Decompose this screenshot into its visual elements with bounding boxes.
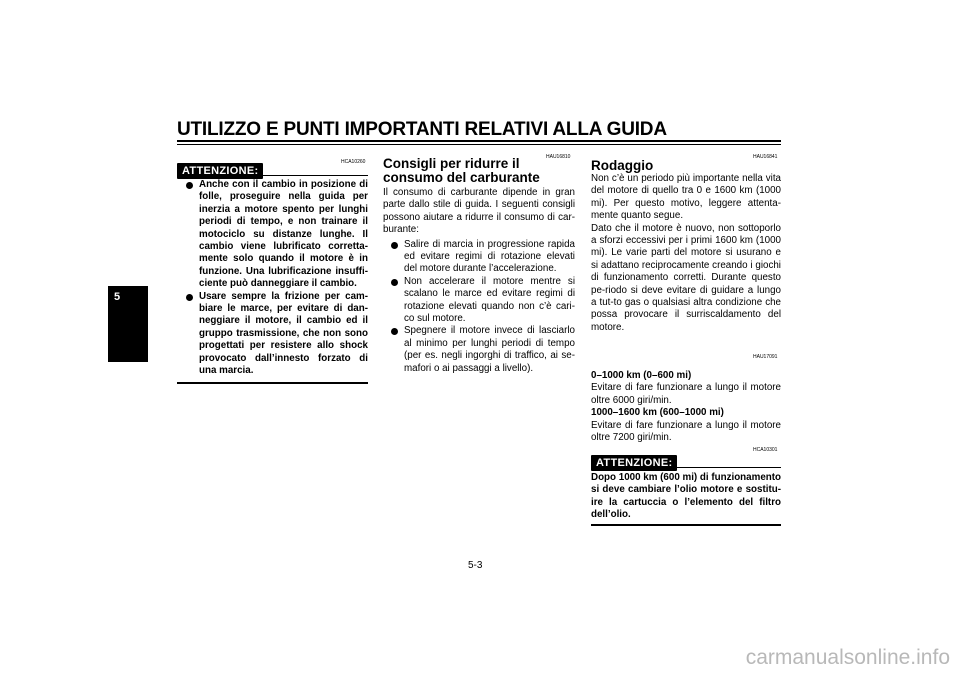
warning-list-1 bbox=[186, 179, 368, 378]
subheading: 0–1000 km (0–600 mi) bbox=[591, 370, 692, 381]
list-item: Usare sempre la frizione per cam-biare le marce, per evitare di dan-neggiare il motore, il cambio ed il gruppo trasmissione, che non sono progettati per resistere allo shock provocato dall’innesto forzato di una marcia. bbox=[186, 291, 368, 378]
attention-badge: ATTENZIONE: bbox=[177, 163, 263, 179]
intro-paragraph: Il consumo di carburante dipende in gran parte dallo stile di guida. I seguenti consigli possono aiutare a ridurre il consumo di car-burante: bbox=[383, 187, 575, 236]
page-number: 5-3 bbox=[468, 560, 483, 571]
bullet-icon bbox=[186, 182, 193, 189]
fuel-section bbox=[383, 157, 575, 375]
paragraph: Non c’è un periodo più importante nella vita del motore di quello tra 0 e 1600 km (1000 mi). Per questo motivo, leggere attenta-mente quanto segue. bbox=[591, 173, 781, 222]
title-rule-thin bbox=[177, 144, 781, 145]
reference-code: HAU16810 bbox=[546, 154, 571, 160]
reference-code: HAU16841 bbox=[753, 154, 778, 160]
list-item: Non accelerare il motore mentre si scalano le marce ed evitare regimi di rotazione elevati quando non c’è cari-co sul motore. bbox=[391, 276, 575, 326]
bullet-icon bbox=[186, 294, 193, 301]
title-rule bbox=[177, 140, 781, 142]
rodaggio-steps bbox=[591, 370, 781, 444]
paragraph: Evitare di fare funzionare a lungo il motore oltre 6000 giri/min. bbox=[591, 382, 781, 406]
bullet-icon bbox=[391, 328, 398, 335]
section-heading: Consigli per ridurre il consumo del carburante bbox=[383, 156, 540, 185]
warning-paragraph: Dopo 1000 km (600 mi) di funzionamento si deve cambiare l’olio motore e sostitu-ire la cartuccia o l’elemento del filtro dell’olio. bbox=[591, 472, 781, 521]
bullet-icon bbox=[391, 279, 398, 286]
subheading: 1000–1600 km (600–1000 mi) bbox=[591, 407, 724, 419]
section-end-rule bbox=[177, 382, 368, 384]
chapter-number: 5 bbox=[114, 291, 121, 303]
badge-rule bbox=[262, 175, 368, 176]
warning-text-2 bbox=[591, 472, 781, 522]
reference-code: HCA10260 bbox=[341, 159, 366, 165]
attention-section-2 bbox=[591, 453, 677, 471]
paragraph: Evitare di fare funzionare a lungo il motore oltre 7200 giri/min. bbox=[591, 419, 781, 444]
rodaggio-section bbox=[591, 159, 781, 334]
section-end-rule bbox=[591, 524, 781, 526]
list-item: Anche con il cambio in posizione di folle, proseguire nella guida per inerzia a motore spento per lunghi periodi di tempo, e non trainare il motociclo su distanze lunghe. Il cambio viene lubrificato corretta-mente solo quando il motore è in funzione. Una lubrificazione insuffi-ciente può danneggiare il cambio. bbox=[186, 179, 368, 291]
bullet-icon bbox=[391, 242, 398, 249]
reference-code: HAU17091 bbox=[753, 354, 778, 360]
attention-section-1 bbox=[177, 161, 263, 179]
watermark: carmanualsonline.info bbox=[745, 646, 950, 669]
list-item: Salire di marcia in progressione rapida ed evitare regimi di rotazione elevati del motore durante l’accelerazione. bbox=[391, 239, 575, 276]
section-heading: Rodaggio bbox=[591, 158, 654, 173]
reference-code: HCA10301 bbox=[753, 447, 778, 453]
list-item: Spegnere il motore invece di lasciarlo al minimo per lunghi periodi di tempo (per es. negli ingorghi di traffico, ai se-mafori o ai passaggi a livello). bbox=[391, 325, 575, 375]
badge-rule bbox=[676, 467, 781, 468]
attention-badge: ATTENZIONE: bbox=[591, 455, 677, 471]
paragraph: Dato che il motore è nuovo, non sottoporlo a sforzi eccessivi per i primi 1600 km (1000 mi). Le varie parti del motore si usurano e si adattano reciprocamente creando i giochi di funzionamento corretti. Durante questo pe-riodo si deve evitare di guidare a lungo a tut-to gas o qualsiasi altra condizione che possa provocare il surriscaldamento del motore. bbox=[591, 222, 781, 333]
page-title: UTILIZZO E PUNTI IMPORTANTI RELATIVI ALLA GUIDA bbox=[177, 119, 667, 140]
